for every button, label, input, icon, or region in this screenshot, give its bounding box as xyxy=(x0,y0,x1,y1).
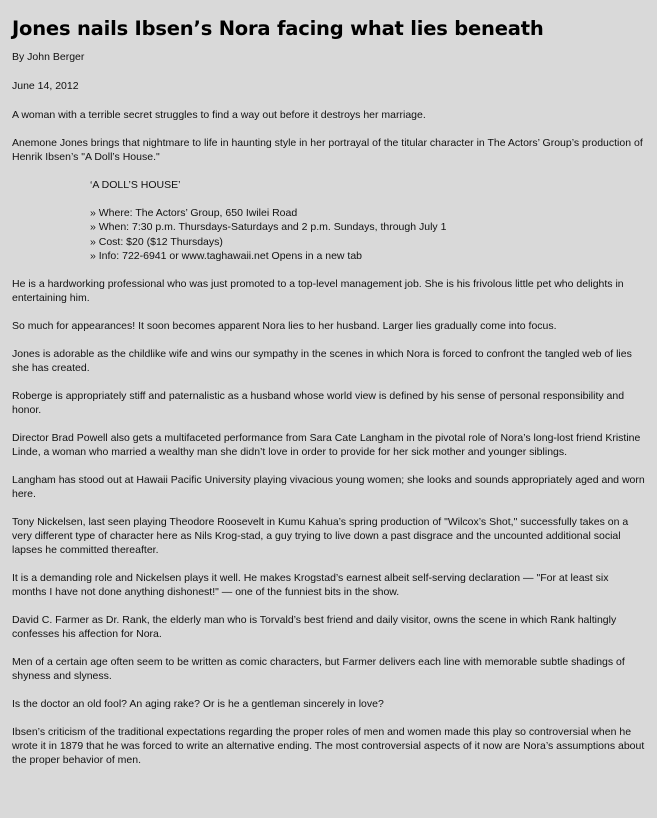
body-paragraph-11: Is the doctor an old fool? An aging rake? Or is he a gentleman sincerely in love? xyxy=(12,698,384,711)
body-paragraph-10: Men of a certain age often seem to be written as comic characters, but Farmer delivers each line with memorable subtle shadings of shyness and slyness. xyxy=(12,656,625,683)
intro-paragraph-2: Anemone Jones brings that nightmare to life in haunting style in her portrayal of the titular character in The Actors’ Group’s production of Henrik Ibsen’s "A Doll’s House." xyxy=(12,137,643,163)
body-paragraph-8: It is a demanding role and Nickelsen plays it well. He makes Krogstad’s earnest albeit self-serving declaration — "For at least six months I have not done anything dishonest!" — one of the funniest bits in the show. xyxy=(12,572,609,599)
body-paragraph-4: Roberge is appropriately stiff and paternalistic as a husband whose world view is defined by his sense of personal responsibility and honor. xyxy=(12,390,625,417)
publish-date: June 14, 2012 xyxy=(12,80,79,92)
show-when: » When: 7:30 p.m. Thursdays-Saturdays and 2 p.m. Sundays, through July 1 xyxy=(90,221,447,234)
body-paragraph-3: Jones is adorable as the childlike wife and wins our sympathy in the scenes in which Nora is forced to confront the tangled web of lies she has created. xyxy=(12,348,632,375)
body-paragraph-6: Langham has stood out at Hawaii Pacific University playing vivacious young women; she looks and sounds appropriately aged and worn here. xyxy=(12,474,645,501)
body-paragraph-1: He is a hardworking professional who was just promoted to a top-level management job. She is his frivolous little pet who delights in entertaining him. xyxy=(12,278,624,305)
body-paragraph-7: Tony Nickelsen, last seen playing Theodore Roosevelt in Kumu Kahua’s spring production of "Wilcox’s Shot," successfully takes on a very different type of character here as Nils Krog-stad, a guy trying to live down a past disgrace and the uncounted additional social lapses he committed thereafter. xyxy=(12,516,629,557)
show-website-link[interactable]: www.taghawaii.net Opens in a new tab xyxy=(181,249,363,262)
show-info-prefix: » Info: 722-6941 or xyxy=(90,249,182,262)
show-info-box xyxy=(90,178,645,263)
body-paragraph-9: David C. Farmer as Dr. Rank, the elderly man who is Torvald’s best friend and daily visitor, owns the scene in which Rank haltingly confesses his affection for Nora. xyxy=(12,614,617,641)
body-paragraph-12: Ibsen’s criticism of the traditional expectations regarding the proper roles of men and women made this play so controversial when he wrote it in 1879 that he was forced to write an alternative ending. The most controversial aspects of it now are Nora’s assumptions about the proper behavior of men. xyxy=(12,726,645,767)
intro-paragraph-1: A woman with a terrible secret struggles to find a way out before it destroys her marriage. xyxy=(12,109,426,121)
byline: By John Berger xyxy=(12,51,85,63)
body-paragraph-2: So much for appearances! It soon becomes apparent Nora lies to her husband. Larger lies gradually come into focus. xyxy=(12,320,557,333)
body-paragraph-5: Director Brad Powell also gets a multifaceted performance from Sara Cate Langham in the pivotal role of Nora’s long-lost friend Kristine Linde, a woman who married a wealthy man she didn’t love in order to provide for her sick mother and younger siblings. xyxy=(12,432,641,459)
article-headline: Jones nails Ibsen’s Nora facing what lies beneath xyxy=(12,17,544,40)
show-cost: » Cost: $20 ($12 Thursdays) xyxy=(90,235,223,248)
show-where: » Where: The Actors’ Group, 650 Iwilei Road xyxy=(90,207,298,220)
show-title: ‘A DOLL’S HOUSE’ xyxy=(90,179,181,191)
show-info xyxy=(90,249,645,263)
